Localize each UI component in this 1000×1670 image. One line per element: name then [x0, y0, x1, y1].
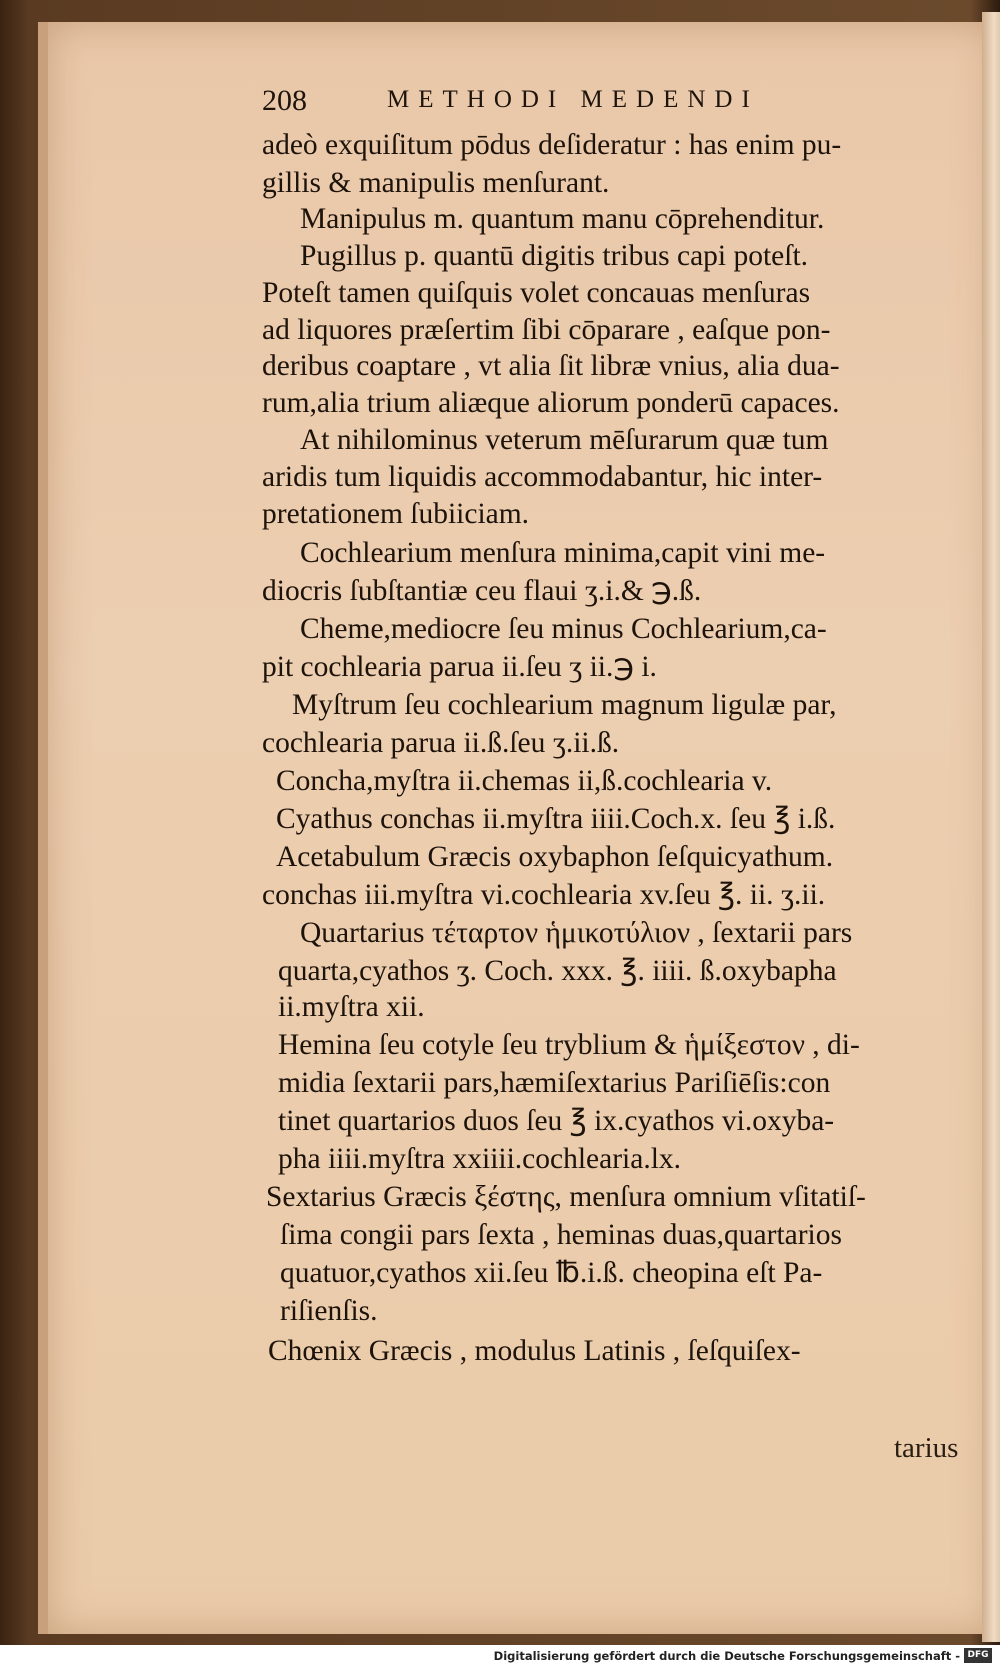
- text-line: Pugillus p. quantū digitis tribus capi poteſt.: [300, 240, 809, 272]
- text-line: Manipulus m. quantum manu cōprehenditur.: [300, 203, 825, 235]
- text-line: Chœnix Græcis , modulus Latinis , ſeſquiſex-: [268, 1335, 801, 1367]
- text-line: Sextarius Græcis ξέστης, menſura omnium vſitatiſ-: [266, 1181, 866, 1213]
- text-line: gillis & manipulis menſurant.: [262, 167, 610, 199]
- dfg-logo: DFG: [964, 1648, 992, 1663]
- text-line: pretationem ſubiiciam.: [262, 498, 530, 530]
- text-line: Poteſt tamen quiſquis volet concauas menſuras: [262, 277, 811, 309]
- text-line: quarta,cyathos ʒ. Coch. xxx. ℥. iiii. ß.oxybapha: [278, 955, 837, 987]
- text-line: diocris ſubſtantiæ ceu flaui ʒ.i.& ℈.ß.: [262, 575, 702, 607]
- text-line: Concha,myſtra ii.chemas ii,ß.cochlearia v.: [276, 765, 773, 797]
- page-header: [262, 80, 902, 130]
- text-line: Hemina ſeu cotyle ſeu tryblium & ἡμίξεστον , di-: [278, 1029, 860, 1061]
- text-line: aridis tum liquidis accommodabantur, hic inter-: [262, 461, 823, 493]
- footer-bar: [0, 1645, 1000, 1670]
- text-line: Myſtrum ſeu cochlearium magnum ligulæ par,: [292, 689, 837, 721]
- text-line: Cyathus conchas ii.myſtra iiii.Coch.x. ſeu ℥ i.ß.: [276, 803, 836, 835]
- text-line: deribus coaptare , vt alia ſit libræ vnius, alia dua-: [262, 350, 840, 382]
- text-line: rum,alia trium aliæque aliorum ponderū capaces.: [262, 387, 840, 419]
- text-line: riſienſis.: [280, 1295, 378, 1327]
- text-line: Cochlearium menſura minima,capit vini me-: [300, 537, 826, 569]
- text-line: adeò exquiſitum pōdus deſideratur : has enim pu-: [262, 129, 842, 161]
- funding-credit: Digitalisierung gefördert durch die Deutsche Forschungsgemeinschaft -: [493, 1649, 960, 1663]
- text-line: ad liquores præſertim ſibi cōparare , eaſque pon-: [262, 314, 831, 346]
- catchword: tarius: [894, 1432, 959, 1464]
- page-edge: [982, 12, 1000, 1642]
- text-line: midia ſextarii pars,hæmiſextarius Pariſiēſis:con: [278, 1067, 831, 1099]
- text-line: pit cochlearia parua ii.ſeu ʒ ii.℈ i.: [262, 651, 657, 683]
- text-line: Acetabulum Græcis oxybaphon ſeſquicyathum.: [276, 841, 834, 873]
- text-line: tinet quartarios duos ſeu ℥ ix.cyathos vi.oxyba-: [278, 1105, 835, 1137]
- page-number: 208: [262, 84, 307, 117]
- text-line: Quartarius τέταρτον ἡμικοτύλιον , ſextarii pars: [300, 917, 853, 949]
- text-line: pha iiii.myſtra xxiiii.cochlearia.lx.: [278, 1143, 682, 1175]
- text-line: At nihilominus veterum mēſurarum quæ tum: [300, 424, 829, 456]
- text-line: ii.myſtra xii.: [278, 991, 425, 1023]
- text-line: quatuor,cyathos xii.ſeu ℔.i.ß. cheopina eſt Pa-: [280, 1257, 823, 1289]
- text-line: conchas iii.myſtra vi.cochlearia xv.ſeu ℥. ii. ʒ.ii.: [262, 879, 826, 911]
- text-line: ſima congii pars ſexta , heminas duas,quartarios: [280, 1219, 842, 1251]
- text-line: Cheme,mediocre ſeu minus Cochlearium,ca-: [300, 613, 827, 645]
- running-title: METHODI MEDENDI: [387, 86, 759, 113]
- text-line: cochlearia parua ii.ß.ſeu ʒ.ii.ß.: [262, 727, 620, 759]
